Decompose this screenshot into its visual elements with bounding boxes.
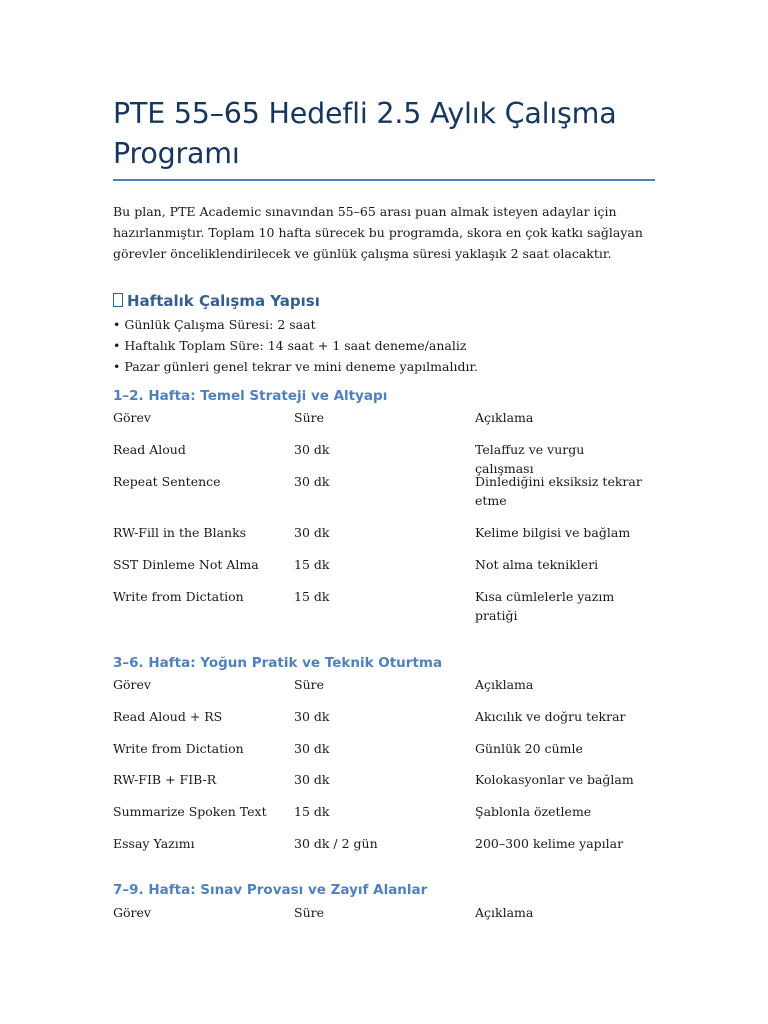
cell-task: Repeat Sentence xyxy=(113,474,221,489)
cell-description: Not alma teknikleri xyxy=(475,557,599,572)
weekly-structure-heading xyxy=(113,290,655,312)
section-heading-week-7-9: 7–9. Hafta: Sınav Provası ve Zayıf Alanlar xyxy=(113,882,428,898)
page-title: PTE 55–65 Hedefli 2.5 Aylık Çalışma Programı xyxy=(113,97,617,170)
column-header-task: Görev xyxy=(113,410,151,425)
title-underline xyxy=(113,179,655,181)
intro-paragraph: Bu plan, PTE Academic sınavından 55–65 arası puan almak isteyen adaylar için hazırlanmıştır. Toplam 10 hafta sürecek bu programda, skora en çok katkı sağlayan görevler önceliklendirilecek ve günlük çalışma süresi yaklaşık 2 saat olacaktır. xyxy=(113,204,643,261)
missing-glyph-icon xyxy=(113,293,123,307)
column-header-task: Görev xyxy=(113,905,151,920)
column-header-task: Görev xyxy=(113,677,151,692)
cell-duration: 15 dk xyxy=(294,804,330,819)
column-header-description: Açıklama xyxy=(475,677,534,692)
cell-description: Şablonla özetleme xyxy=(475,804,592,819)
cell-task: RW-FIB + FIB-R xyxy=(113,772,217,787)
cell-description: Akıcılık ve doğru tekrar xyxy=(475,709,626,724)
cell-description: Günlük 20 cümle xyxy=(475,741,583,756)
cell-description: 200–300 kelime yapılar xyxy=(475,836,624,851)
cell-duration: 30 dk / 2 gün xyxy=(294,836,378,851)
column-header-duration: Süre xyxy=(294,677,324,692)
cell-task: SST Dinleme Not Alma xyxy=(113,557,259,572)
list-item: • Haftalık Toplam Süre: 14 saat + 1 saat deneme/analiz xyxy=(113,338,467,353)
cell-duration: 30 dk xyxy=(294,442,330,457)
list-item: • Günlük Çalışma Süresi: 2 saat xyxy=(113,317,316,332)
cell-duration: 30 dk xyxy=(294,772,330,787)
weekly-bullet-list xyxy=(113,314,655,377)
section-heading-week-3-6: 3–6. Hafta: Yoğun Pratik ve Teknik Oturtma xyxy=(113,655,443,671)
cell-task: RW-Fill in the Blanks xyxy=(113,525,247,540)
cell-duration: 15 dk xyxy=(294,589,330,604)
cell-task: Write from Dictation xyxy=(113,589,244,604)
section-heading-week-1-2: 1–2. Hafta: Temel Strateji ve Altyapı xyxy=(113,388,388,404)
cell-task: Write from Dictation xyxy=(113,741,244,756)
column-header-duration: Süre xyxy=(294,410,324,425)
list-item: • Pazar günleri genel tekrar ve mini deneme yapılmalıdır. xyxy=(113,359,479,374)
cell-description: Dinlediğini eksiksiz tekrar etme xyxy=(475,474,642,508)
cell-duration: 30 dk xyxy=(294,474,330,489)
cell-duration: 30 dk xyxy=(294,525,330,540)
cell-duration: 30 dk xyxy=(294,741,330,756)
column-header-description: Açıklama xyxy=(475,905,534,920)
column-header-description: Açıklama xyxy=(475,410,534,425)
cell-duration: 15 dk xyxy=(294,557,330,572)
cell-task: Summarize Spoken Text xyxy=(113,804,267,819)
weekly-heading-text: Haftalık Çalışma Yapısı xyxy=(127,292,320,310)
cell-description: Kolokasyonlar ve bağlam xyxy=(475,772,634,787)
cell-task: Read Aloud xyxy=(113,442,186,457)
cell-description: Telaffuz ve vurgu çalışması xyxy=(475,442,585,476)
column-header-duration: Süre xyxy=(294,905,324,920)
cell-description: Kelime bilgisi ve bağlam xyxy=(475,525,631,540)
cell-task: Essay Yazımı xyxy=(113,836,195,851)
cell-description: Kısa cümlelerle yazım pratiği xyxy=(475,589,615,623)
cell-duration: 30 dk xyxy=(294,709,330,724)
cell-task: Read Aloud + RS xyxy=(113,709,223,724)
